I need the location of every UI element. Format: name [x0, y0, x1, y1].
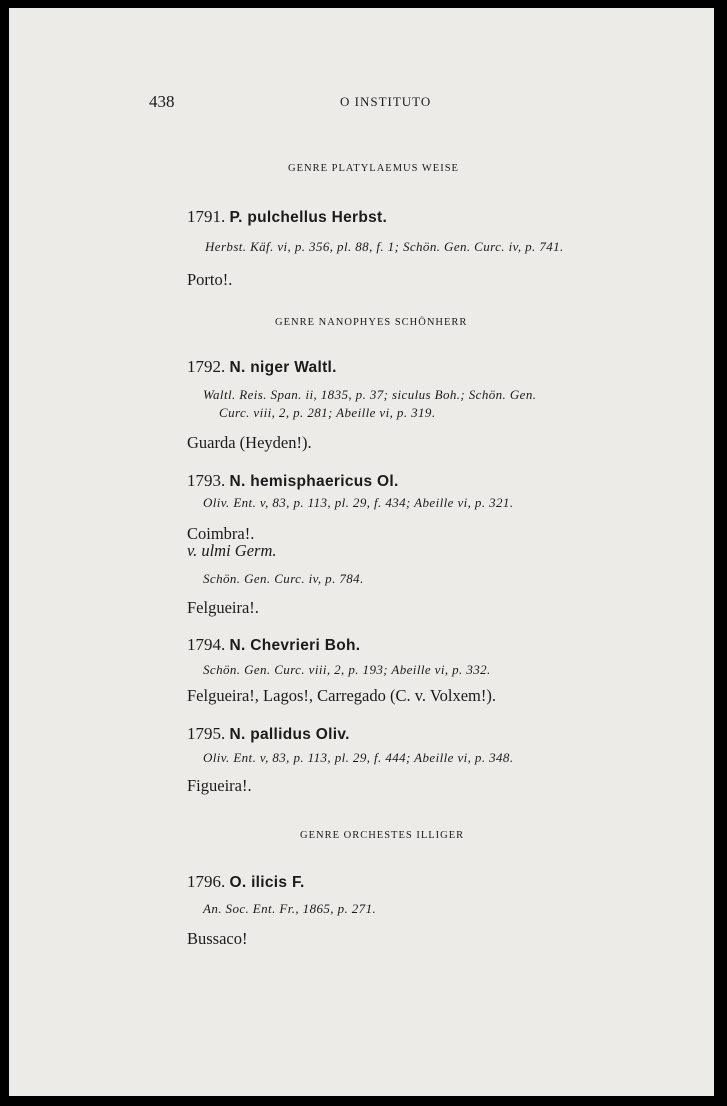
reference-line: Schön. Gen. Curc. viii, 2, p. 193; Abeille vi, p. 332.: [203, 662, 491, 677]
page-number: 438: [149, 92, 175, 111]
locality-line: Guarda (Heyden!).: [187, 433, 312, 452]
genre-heading-platylaemus: GENRE PLATYLAEMUS WEISE: [288, 163, 459, 174]
species-number: 1792.: [187, 357, 226, 376]
species-entry-1792: [187, 357, 337, 377]
genre-heading-orchestes: GENRE ORCHESTES ILLIGER: [300, 830, 465, 841]
reference-line-continued: Curc. viii, 2, p. 281; Abeille vi, p. 319.: [219, 405, 436, 420]
species-number: 1794.: [187, 635, 226, 654]
book-page: [9, 8, 714, 1096]
locality-line: Porto!.: [187, 270, 233, 289]
species-number: 1796.: [187, 872, 226, 891]
locality-line: Bussaco!: [187, 929, 248, 948]
reference-line: Schön. Gen. Curc. iv, p. 784.: [203, 571, 364, 586]
locality-line: Felgueira!, Lagos!, Carregado (C. v. Volxem!).: [187, 686, 496, 705]
species-name: P. pulchellus Herbst.: [229, 209, 388, 226]
species-entry-1794: [187, 635, 360, 655]
species-name: N. hemisphaericus Ol.: [229, 473, 399, 490]
species-name: N. pallidus Oliv.: [229, 726, 350, 743]
locality-line: Coimbra!.: [187, 524, 255, 543]
species-number: 1795.: [187, 724, 226, 743]
species-name: O. ilicis F.: [229, 874, 305, 891]
reference-line: Oliv. Ent. v, 83, p. 113, pl. 29, f. 444; Abeille vi, p. 348.: [203, 750, 514, 765]
running-head-title: O INSTITUTO: [340, 94, 432, 109]
species-name: N. niger Waltl.: [229, 359, 337, 376]
locality-line: Felgueira!.: [187, 598, 259, 617]
species-name: N. Chevrieri Boh.: [229, 637, 361, 654]
locality-line: Figueira!.: [187, 776, 252, 795]
species-entry-1791: [187, 207, 387, 227]
species-entry-1795: [187, 724, 350, 744]
reference-line: An. Soc. Ent. Fr., 1865, p. 271.: [203, 901, 377, 916]
species-entry-1793: [187, 471, 399, 491]
genre-heading-nanophyes: GENRE NANOPHYES SCHÖNHERR: [275, 317, 468, 328]
variety-line: v. ulmi Germ.: [187, 541, 277, 560]
reference-line: Waltl. Reis. Span. ii, 1835, p. 37; siculus Boh.; Schön. Gen.: [203, 387, 537, 402]
reference-line: Oliv. Ent. v, 83, p. 113, pl. 29, f. 434; Abeille vi, p. 321.: [203, 495, 514, 510]
species-entry-1796: [187, 872, 305, 892]
species-number: 1793.: [187, 471, 226, 490]
species-number: 1791.: [187, 207, 226, 226]
reference-line: Herbst. Käf. vi, p. 356, pl. 88, f. 1; Schön. Gen. Curc. iv, p. 741.: [205, 239, 564, 254]
